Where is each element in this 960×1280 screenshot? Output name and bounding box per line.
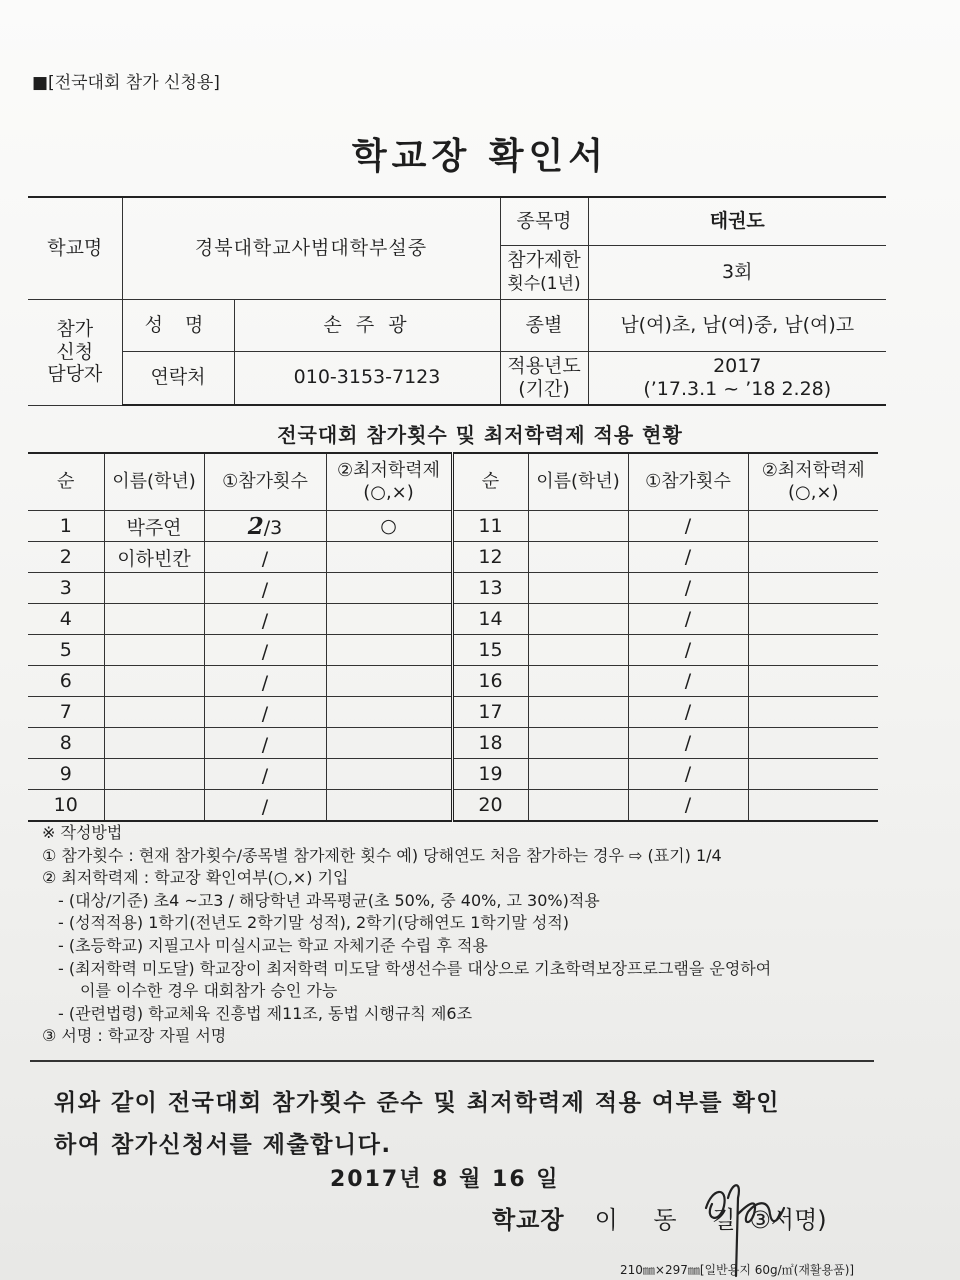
declaration-line: 위와 같이 전국대회 참가횟수 준수 및 최저학력제 적용 여부를 확인 — [54, 1090, 780, 1116]
table-row — [28, 635, 878, 666]
col-count: ①참가횟수 — [204, 453, 326, 511]
count-value: / — [261, 578, 269, 601]
notes-heading: ※ 작성방법 — [42, 823, 123, 842]
row-name — [528, 573, 628, 604]
row-no: 13 — [452, 573, 528, 604]
row-name — [528, 728, 628, 759]
manager-label: 참가 신청 담당자 — [28, 299, 122, 405]
count-value: / — [261, 671, 269, 694]
row-count: / — [628, 666, 748, 697]
count-value: / — [261, 795, 269, 818]
row-name — [104, 790, 204, 822]
year-label: 적용년도 (기간) — [500, 351, 588, 405]
document-title: 학교장 확인서 — [351, 136, 609, 177]
row-count — [204, 666, 326, 697]
count-value: / — [261, 640, 269, 663]
row-name — [528, 666, 628, 697]
school-label: 학교명 — [28, 197, 122, 299]
row-min — [748, 604, 878, 635]
row-name — [528, 511, 628, 542]
count-value: / — [261, 609, 269, 632]
row-count: / — [628, 790, 748, 822]
table-row — [28, 542, 878, 573]
row-count — [204, 759, 326, 790]
row-min — [748, 666, 878, 697]
row-name — [104, 759, 204, 790]
event-value: 태권도 — [588, 197, 886, 245]
row-count: / — [628, 759, 748, 790]
row-no: 3 — [28, 573, 104, 604]
table-row — [28, 728, 878, 759]
row-min — [326, 666, 452, 697]
col-no: 순 — [452, 453, 528, 511]
header-table — [28, 196, 886, 406]
row-no: 18 — [452, 728, 528, 759]
row-count: / — [628, 635, 748, 666]
row-count — [204, 635, 326, 666]
note-target: - (대상/기준) 초4 ~고3 / 해당학년 과목평균(초 50%, 중 40%, 고 30%)적용 — [58, 890, 600, 910]
contact-label: 연락처 — [122, 351, 234, 405]
table-row — [28, 697, 878, 728]
count-value: / — [261, 764, 269, 787]
row-no: 12 — [452, 542, 528, 573]
row-no: 7 — [28, 697, 104, 728]
row-name: 박주연 — [104, 511, 204, 542]
col-min: ②최저학력제 (○,×) — [326, 453, 452, 511]
note-min-grade: ② 최저학력제 : 학교장 확인여부(○,×) 기입 — [42, 868, 349, 888]
col-min: ②최저학력제 (○,×) — [748, 453, 878, 511]
row-name — [104, 728, 204, 759]
row-name — [528, 697, 628, 728]
note-count: ① 참가횟수 : 현재 참가횟수/종목별 참가제한 횟수 예) 당해연도 처음 참가하는 경우 ⇨ (표기) 1/4 — [42, 845, 722, 865]
participation-rows — [28, 511, 878, 822]
row-count: / — [628, 542, 748, 573]
row-min — [748, 728, 878, 759]
limit-label: 참가제한 횟수(1년) — [500, 245, 588, 299]
row-count — [204, 542, 326, 573]
row-no: 19 — [452, 759, 528, 790]
row-min — [326, 573, 452, 604]
note-law: - (관련법령) 학교체육 진흥법 제11조, 동법 시행규칙 제6조 — [58, 1003, 473, 1023]
row-name — [104, 604, 204, 635]
name-value: 손 주 광 — [234, 299, 500, 351]
count-value: / — [261, 733, 269, 756]
row-count — [204, 573, 326, 604]
row-min — [326, 604, 452, 635]
status-title: 전국대회 참가횟수 및 최저학력제 적용 현황 — [277, 423, 683, 447]
row-name — [528, 604, 628, 635]
declaration-line: 하여 참가신청서를 제출합니다. — [54, 1132, 392, 1158]
writing-instructions — [42, 822, 902, 1048]
table-row — [28, 604, 878, 635]
row-min — [748, 759, 878, 790]
row-no: 2 — [28, 542, 104, 573]
row-min — [326, 635, 452, 666]
row-count — [204, 728, 326, 759]
row-min — [326, 790, 452, 822]
signer-name: 이 동 길 — [594, 1206, 750, 1234]
category-value: 남(여)초, 남(여)중, 남(여)고 — [588, 299, 886, 351]
count-value: / — [261, 702, 269, 725]
row-count — [204, 697, 326, 728]
contact-value: 010-3153-7123 — [234, 351, 500, 405]
row-count: / — [628, 728, 748, 759]
row-min — [748, 573, 878, 604]
row-min — [748, 511, 878, 542]
row-no: 5 — [28, 635, 104, 666]
row-no: 10 — [28, 790, 104, 822]
table-row — [28, 666, 878, 697]
table-row — [28, 573, 878, 604]
row-min — [326, 728, 452, 759]
name-label: 성 명 — [122, 299, 234, 351]
row-no: 4 — [28, 604, 104, 635]
row-no: 14 — [452, 604, 528, 635]
row-name — [104, 635, 204, 666]
note-unmet-cont: 이를 이수한 경우 대회참가 승인 가능 — [80, 981, 338, 1001]
row-name — [104, 666, 204, 697]
signer-role: 학교장 — [492, 1206, 565, 1234]
row-count: / — [628, 697, 748, 728]
school-value: 경북대학교사범대학부설중 — [122, 197, 500, 299]
table-row — [28, 511, 878, 542]
row-no: 8 — [28, 728, 104, 759]
col-name: 이름(학년) — [528, 453, 628, 511]
row-no: 6 — [28, 666, 104, 697]
row-min — [748, 542, 878, 573]
row-count: / — [628, 511, 748, 542]
row-min — [326, 542, 452, 573]
issue-date: 2017년 8 월 16 일 — [330, 1167, 560, 1192]
col-count: ①참가횟수 — [628, 453, 748, 511]
row-min — [326, 759, 452, 790]
row-count — [204, 790, 326, 822]
row-min — [748, 635, 878, 666]
row-no: 11 — [452, 511, 528, 542]
declaration — [54, 1082, 874, 1166]
row-name — [104, 573, 204, 604]
participation-table — [28, 452, 878, 822]
category-label: 종별 — [500, 299, 588, 351]
signature-mark: ③서명) — [749, 1206, 827, 1234]
row-count — [204, 604, 326, 635]
row-name — [528, 542, 628, 573]
note-grades: - (성적적용) 1학기(전년도 2학기말 성적), 2학기(당해연도 1학기말 성적) — [58, 913, 570, 933]
paper-spec: 210㎜×297㎜[일반용지 60g/㎡(재활용품)] — [620, 1263, 855, 1277]
note-signature: ③ 서명 : 학교장 자필 서명 — [42, 1026, 227, 1046]
document-tag: ■[전국대회 참가 신청용] — [32, 73, 220, 93]
row-no: 20 — [452, 790, 528, 822]
row-no: 15 — [452, 635, 528, 666]
limit-value: 3회 — [588, 245, 886, 299]
row-no: 17 — [452, 697, 528, 728]
row-name: 이하빈칸 — [104, 542, 204, 573]
note-elementary: - (초등학교) 지필고사 미실시교는 학교 자체기준 수립 후 적용 — [58, 935, 488, 955]
row-count: / — [628, 604, 748, 635]
row-name — [528, 759, 628, 790]
row-name — [528, 790, 628, 822]
row-min — [326, 697, 452, 728]
row-no: 9 — [28, 759, 104, 790]
row-min: ○ — [326, 511, 452, 542]
handwritten-count: 2 — [247, 512, 264, 540]
divider — [30, 1060, 874, 1062]
col-no: 순 — [28, 453, 104, 511]
col-name: 이름(학년) — [104, 453, 204, 511]
row-name — [528, 635, 628, 666]
table-row — [28, 759, 878, 790]
row-count — [204, 511, 326, 542]
note-unmet: - (최저학력 미도달) 학교장이 최저학력 미도달 학생선수를 대상으로 기초학력보장프로그램을 운영하여 — [58, 958, 772, 978]
table-row — [28, 790, 878, 822]
row-no: 1 — [28, 511, 104, 542]
year-value: 2017 (’17.3.1 ~ ’18 2.28) — [588, 351, 886, 405]
count-value: / — [261, 547, 269, 570]
row-min — [748, 697, 878, 728]
count-value: /3 — [263, 516, 283, 539]
row-name — [104, 697, 204, 728]
row-no: 16 — [452, 666, 528, 697]
row-min — [748, 790, 878, 822]
row-count: / — [628, 573, 748, 604]
event-label: 종목명 — [500, 197, 588, 245]
